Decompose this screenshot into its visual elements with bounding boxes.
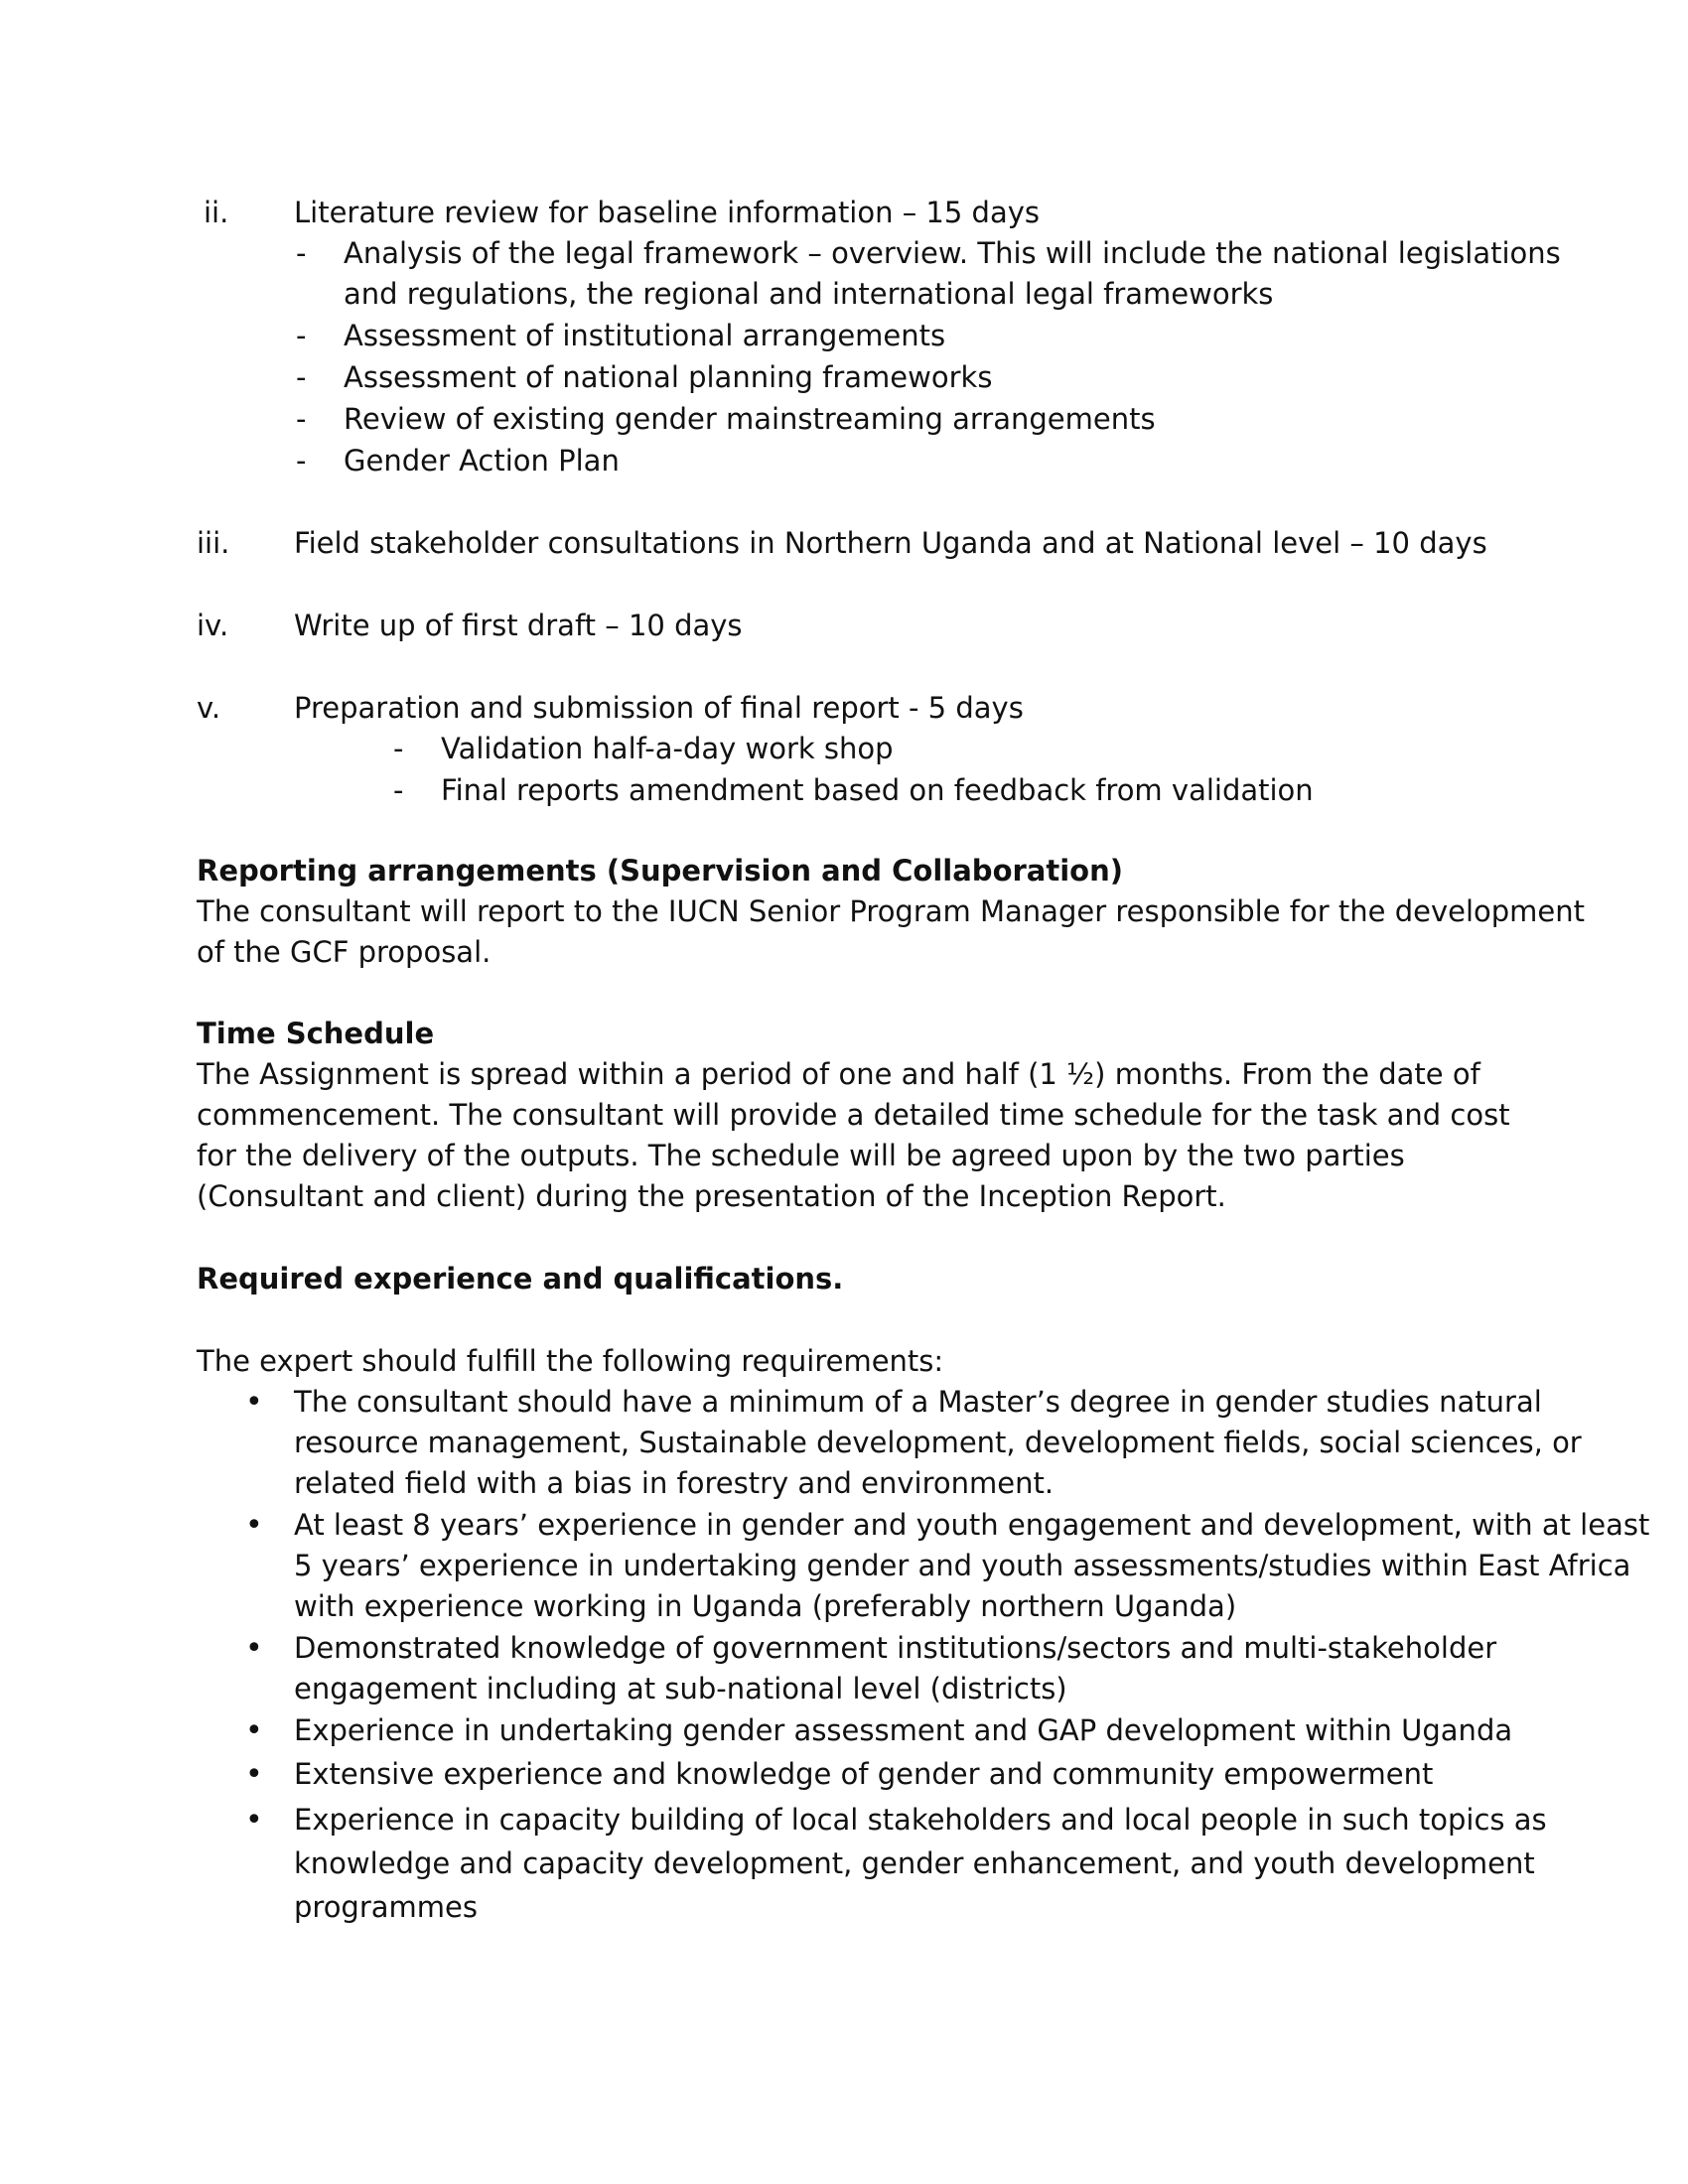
dash-marker: - (296, 360, 307, 394)
section-heading-requirements: Required experience and qualifications. (197, 1262, 844, 1296)
bullet-marker: • (245, 1631, 263, 1666)
dash-marker: - (393, 732, 404, 765)
sub-item-institutional: Assessment of institutional arrangements (344, 319, 946, 352)
requirement-item-line: At least 8 years’ experience in gender and youth engagement and development, with at least (294, 1508, 1650, 1542)
requirements-intro: The expert should fulfill the following requirements: (197, 1344, 944, 1378)
bullet-marker: • (245, 1508, 263, 1543)
requirement-item-line: Experience in capacity building of local stakeholders and local people in such topics as (294, 1803, 1547, 1837)
dash-marker: - (296, 402, 307, 436)
bullet-marker: • (245, 1713, 263, 1748)
list-numeral-iv: iv. (197, 609, 229, 642)
requirement-item-line: resource management, Sustainable development, development fields, social sciences, or (294, 1426, 1582, 1459)
time-schedule-paragraph-line: The Assignment is spread within a period of one and half (1 ½) months. From the date of (197, 1057, 1480, 1091)
sub-item-gender-mainstreaming: Review of existing gender mainstreaming arrangements (344, 402, 1156, 436)
requirement-item-line: Experience in undertaking gender assessment and GAP development within Uganda (294, 1713, 1513, 1747)
sub-item-legal-framework: Analysis of the legal framework – overview. This will include the national legislations (344, 236, 1561, 270)
list-item-iv-title: Write up of first draft – 10 days (294, 609, 743, 642)
requirement-item-line: engagement including at sub-national level (districts) (294, 1672, 1067, 1706)
requirement-item-line: programmes (294, 1890, 478, 1924)
list-numeral-v: v. (197, 691, 221, 725)
time-schedule-paragraph-line: for the delivery of the outputs. The schedule will be agreed upon by the two parties (197, 1139, 1405, 1172)
section-heading-reporting: Reporting arrangements (Supervision and Collaboration) (197, 854, 1123, 887)
requirement-item-line: related field with a bias in forestry and environment. (294, 1466, 1055, 1500)
list-item-iii-title: Field stakeholder consultations in Northern Uganda and at National level – 10 days (294, 526, 1487, 560)
sub-item-gender-action-plan: Gender Action Plan (344, 444, 620, 478)
reporting-paragraph-line: The consultant will report to the IUCN Senior Program Manager responsible for the development (197, 894, 1586, 928)
dash-marker: - (296, 444, 307, 478)
requirement-item-line: Demonstrated knowledge of government institutions/sectors and multi-stakeholder (294, 1631, 1497, 1665)
bullet-marker: • (245, 1757, 263, 1792)
time-schedule-paragraph-line: commencement. The consultant will provide a detailed time schedule for the task and cost (197, 1098, 1510, 1132)
sub-item-legal-framework-cont: and regulations, the regional and international legal frameworks (344, 277, 1274, 311)
dash-marker: - (296, 319, 307, 352)
bullet-marker: • (245, 1385, 263, 1420)
sub-item-amendment: Final reports amendment based on feedback from validation (441, 773, 1314, 807)
bullet-marker: • (245, 1803, 263, 1838)
time-schedule-paragraph-line: (Consultant and client) during the presentation of the Inception Report. (197, 1179, 1226, 1213)
list-numeral-ii: ii. (204, 196, 229, 229)
requirement-item-line: 5 years’ experience in undertaking gender and youth assessments/studies within East Africa (294, 1549, 1631, 1582)
requirement-item-line: knowledge and capacity development, gender enhancement, and youth development (294, 1846, 1535, 1880)
sub-item-validation: Validation half-a-day work shop (441, 732, 894, 765)
list-numeral-iii: iii. (197, 526, 230, 560)
sub-item-planning: Assessment of national planning frameworks (344, 360, 993, 394)
list-item-v-title: Preparation and submission of final report - 5 days (294, 691, 1024, 725)
requirement-item-line: Extensive experience and knowledge of gender and community empowerment (294, 1757, 1434, 1791)
list-item-ii-title: Literature review for baseline information – 15 days (294, 196, 1040, 229)
dash-marker: - (393, 773, 404, 807)
dash-marker: - (296, 236, 307, 270)
reporting-paragraph-line: of the GCF proposal. (197, 935, 492, 969)
section-heading-time-schedule: Time Schedule (197, 1017, 435, 1050)
requirement-item-line: with experience working in Uganda (preferably northern Uganda) (294, 1589, 1237, 1623)
requirement-item-line: The consultant should have a minimum of a Master’s degree in gender studies natural (294, 1385, 1542, 1419)
